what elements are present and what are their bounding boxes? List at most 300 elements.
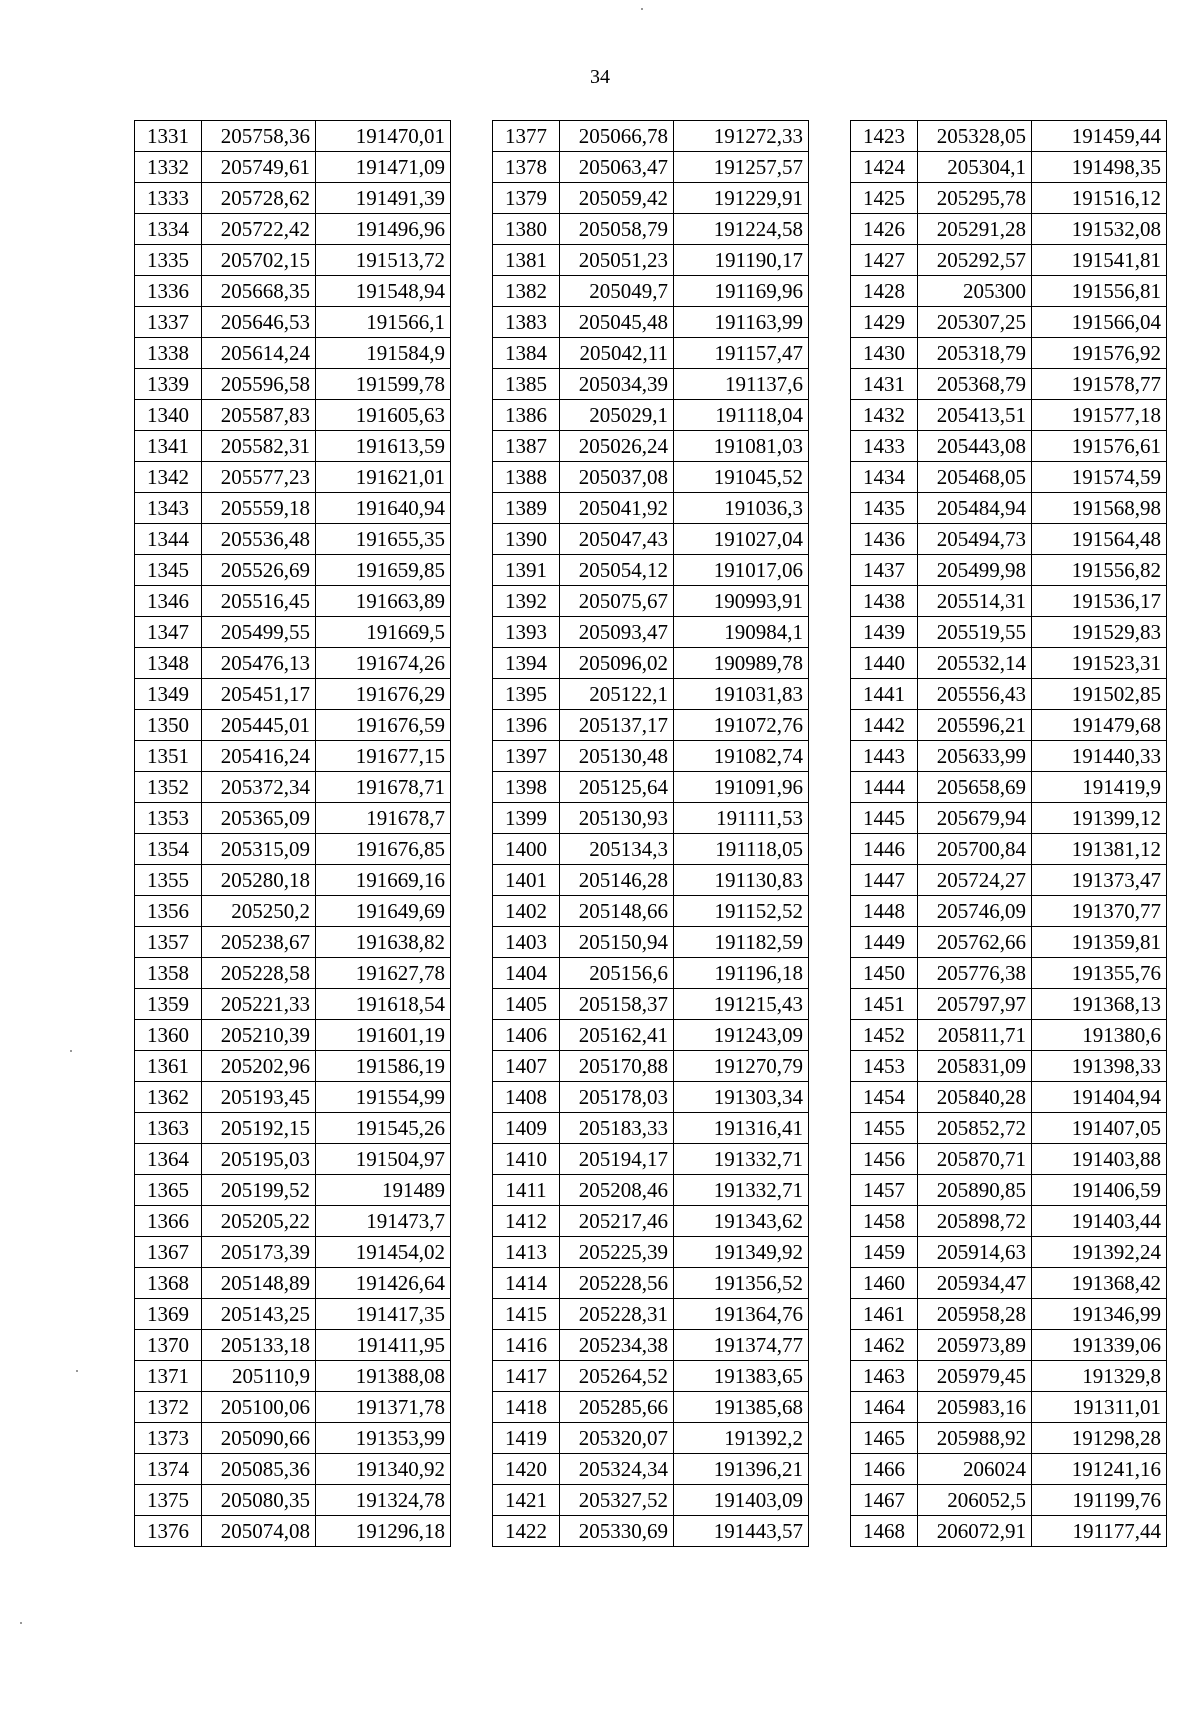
coordinate-y-cell: 191491,39: [316, 183, 451, 214]
coordinate-y-cell: 191613,59: [316, 431, 451, 462]
table-row: [135, 493, 451, 524]
coordinate-x-cell: 205183,33: [560, 1113, 674, 1144]
coordinate-x-cell: 205045,48: [560, 307, 674, 338]
coordinate-y-cell: 191398,33: [1032, 1051, 1167, 1082]
table-row: [493, 1423, 809, 1454]
coordinate-x-cell: 205217,46: [560, 1206, 674, 1237]
point-number-cell: 1364: [135, 1144, 202, 1175]
coordinate-x-cell: 205199,52: [202, 1175, 316, 1206]
coordinate-y-cell: 191130,83: [674, 865, 809, 896]
point-number-cell: 1391: [493, 555, 560, 586]
coordinate-x-cell: 205315,09: [202, 834, 316, 865]
point-number-cell: 1405: [493, 989, 560, 1020]
point-number-cell: 1467: [851, 1485, 918, 1516]
point-number-cell: 1390: [493, 524, 560, 555]
coordinate-y-cell: 191332,71: [674, 1144, 809, 1175]
table-row: [493, 276, 809, 307]
table-row: [493, 989, 809, 1020]
coordinate-x-cell: 205840,28: [918, 1082, 1032, 1113]
point-number-cell: 1377: [493, 121, 560, 152]
coordinate-x-cell: 205037,08: [560, 462, 674, 493]
coordinate-x-cell: 205034,39: [560, 369, 674, 400]
coordinate-x-cell: 205494,73: [918, 524, 1032, 555]
coordinate-x-cell: 205722,42: [202, 214, 316, 245]
coordinate-y-cell: 191406,59: [1032, 1175, 1167, 1206]
table-row: [851, 989, 1167, 1020]
table-row: [851, 617, 1167, 648]
point-number-cell: 1455: [851, 1113, 918, 1144]
point-number-cell: 1443: [851, 741, 918, 772]
point-number-cell: 1355: [135, 865, 202, 896]
table-row: [135, 276, 451, 307]
point-number-cell: 1361: [135, 1051, 202, 1082]
coordinate-y-cell: 191399,12: [1032, 803, 1167, 834]
table-row: [135, 1051, 451, 1082]
point-number-cell: 1441: [851, 679, 918, 710]
point-number-cell: 1448: [851, 896, 918, 927]
coordinate-x-cell: 205137,17: [560, 710, 674, 741]
coordinate-x-cell: 205307,25: [918, 307, 1032, 338]
table-row: [851, 1268, 1167, 1299]
table-row: [851, 1516, 1167, 1547]
table-row: [135, 121, 451, 152]
coordinate-y-cell: 191556,82: [1032, 555, 1167, 586]
point-number-cell: 1352: [135, 772, 202, 803]
coordinate-x-cell: 205724,27: [918, 865, 1032, 896]
table-row: [851, 524, 1167, 555]
table-row: [135, 1144, 451, 1175]
coordinate-y-cell: 191676,29: [316, 679, 451, 710]
coordinate-y-cell: 191045,52: [674, 462, 809, 493]
coordinate-x-cell: 205146,28: [560, 865, 674, 896]
point-number-cell: 1357: [135, 927, 202, 958]
point-number-cell: 1412: [493, 1206, 560, 1237]
coordinate-x-cell: 205536,48: [202, 524, 316, 555]
coordinate-x-cell: 205668,35: [202, 276, 316, 307]
point-number-cell: 1454: [851, 1082, 918, 1113]
table-row: [851, 1051, 1167, 1082]
coordinate-y-cell: 191489: [316, 1175, 451, 1206]
coordinate-y-cell: 191404,94: [1032, 1082, 1167, 1113]
coordinate-y-cell: 191498,35: [1032, 152, 1167, 183]
coordinate-x-cell: 205330,69: [560, 1516, 674, 1547]
table-row: [493, 524, 809, 555]
coordinate-x-cell: 205110,9: [202, 1361, 316, 1392]
coordinate-y-cell: 191621,01: [316, 462, 451, 493]
coordinate-y-cell: 191346,99: [1032, 1299, 1167, 1330]
table-row: [493, 834, 809, 865]
coordinate-x-cell: 205758,36: [202, 121, 316, 152]
table-row: [493, 617, 809, 648]
table-row: [493, 741, 809, 772]
coordinate-x-cell: 205041,92: [560, 493, 674, 524]
coordinate-y-cell: 191548,94: [316, 276, 451, 307]
coordinate-x-cell: 205577,23: [202, 462, 316, 493]
table-row: [135, 400, 451, 431]
coordinate-y-cell: 191392,2: [674, 1423, 809, 1454]
table-row: [851, 834, 1167, 865]
coordinate-x-cell: 205148,89: [202, 1268, 316, 1299]
coordinate-y-cell: 191339,06: [1032, 1330, 1167, 1361]
table-row: [851, 896, 1167, 927]
point-number-cell: 1438: [851, 586, 918, 617]
coordinate-x-cell: 205250,2: [202, 896, 316, 927]
table-row: [135, 586, 451, 617]
coordinate-x-cell: 205587,83: [202, 400, 316, 431]
point-number-cell: 1366: [135, 1206, 202, 1237]
point-number-cell: 1414: [493, 1268, 560, 1299]
table-row: [851, 803, 1167, 834]
table-row: [135, 834, 451, 865]
table-row: [851, 679, 1167, 710]
coordinate-y-cell: 191403,09: [674, 1485, 809, 1516]
coordinate-y-cell: 191243,09: [674, 1020, 809, 1051]
coordinate-x-cell: 205210,39: [202, 1020, 316, 1051]
table-row: [851, 183, 1167, 214]
coordinate-x-cell: 205596,21: [918, 710, 1032, 741]
point-number-cell: 1346: [135, 586, 202, 617]
coordinate-y-cell: 190989,78: [674, 648, 809, 679]
coordinate-x-cell: 205059,42: [560, 183, 674, 214]
table-row: [493, 1454, 809, 1485]
point-number-cell: 1336: [135, 276, 202, 307]
coordinate-x-cell: 205526,69: [202, 555, 316, 586]
point-number-cell: 1340: [135, 400, 202, 431]
point-number-cell: 1426: [851, 214, 918, 245]
table-row: [135, 958, 451, 989]
coordinate-x-cell: 205746,09: [918, 896, 1032, 927]
coordinate-y-cell: 191443,57: [674, 1516, 809, 1547]
coordinate-x-cell: 205148,66: [560, 896, 674, 927]
coordinate-x-cell: 205074,08: [202, 1516, 316, 1547]
coordinate-y-cell: 191190,17: [674, 245, 809, 276]
point-number-cell: 1442: [851, 710, 918, 741]
table-row: [493, 1144, 809, 1175]
table-row: [493, 1268, 809, 1299]
point-number-cell: 1427: [851, 245, 918, 276]
coordinate-x-cell: 205173,39: [202, 1237, 316, 1268]
table-row: [851, 1361, 1167, 1392]
coordinate-y-cell: 191182,59: [674, 927, 809, 958]
table-row: [851, 276, 1167, 307]
table-row: [135, 679, 451, 710]
coordinate-x-cell: 205130,93: [560, 803, 674, 834]
coordinate-y-cell: 191545,26: [316, 1113, 451, 1144]
coordinate-x-cell: 205702,15: [202, 245, 316, 276]
coordinate-x-cell: 205291,28: [918, 214, 1032, 245]
coordinate-x-cell: 205304,1: [918, 152, 1032, 183]
point-number-cell: 1334: [135, 214, 202, 245]
coordinate-y-cell: 191340,92: [316, 1454, 451, 1485]
table-row: [135, 1175, 451, 1206]
point-number-cell: 1384: [493, 338, 560, 369]
coordinate-y-cell: 191523,31: [1032, 648, 1167, 679]
point-number-cell: 1375: [135, 1485, 202, 1516]
coordinate-x-cell: 205324,34: [560, 1454, 674, 1485]
coordinate-x-cell: 205516,45: [202, 586, 316, 617]
coordinate-x-cell: 205150,94: [560, 927, 674, 958]
coordinate-y-cell: 191566,04: [1032, 307, 1167, 338]
table-row: [493, 183, 809, 214]
coordinate-x-cell: 205194,17: [560, 1144, 674, 1175]
coordinate-y-cell: 191157,47: [674, 338, 809, 369]
table-row: [493, 1516, 809, 1547]
table-row: [135, 896, 451, 927]
point-number-cell: 1378: [493, 152, 560, 183]
point-number-cell: 1379: [493, 183, 560, 214]
table-row: [851, 307, 1167, 338]
coordinate-x-cell: 205749,61: [202, 152, 316, 183]
coordinate-y-cell: 191137,6: [674, 369, 809, 400]
coordinate-y-cell: 191370,77: [1032, 896, 1167, 927]
coordinate-x-cell: 205162,41: [560, 1020, 674, 1051]
table-row: [135, 152, 451, 183]
table-row: [493, 679, 809, 710]
coordinate-y-cell: 191403,88: [1032, 1144, 1167, 1175]
scan-speck: [70, 1050, 72, 1052]
coordinate-y-cell: 191599,78: [316, 369, 451, 400]
coordinate-x-cell: 205582,31: [202, 431, 316, 462]
coordinate-y-cell: 191359,81: [1032, 927, 1167, 958]
point-number-cell: 1349: [135, 679, 202, 710]
point-number-cell: 1396: [493, 710, 560, 741]
coordinate-y-cell: 191169,96: [674, 276, 809, 307]
point-number-cell: 1367: [135, 1237, 202, 1268]
table-row: [851, 1206, 1167, 1237]
point-number-cell: 1356: [135, 896, 202, 927]
table-row: [493, 1020, 809, 1051]
point-number-cell: 1456: [851, 1144, 918, 1175]
coordinate-x-cell: 205029,1: [560, 400, 674, 431]
table-row: [135, 183, 451, 214]
point-number-cell: 1446: [851, 834, 918, 865]
point-number-cell: 1338: [135, 338, 202, 369]
point-number-cell: 1463: [851, 1361, 918, 1392]
coordinate-x-cell: 205063,47: [560, 152, 674, 183]
table-row: [493, 896, 809, 927]
point-number-cell: 1368: [135, 1268, 202, 1299]
coordinate-x-cell: 205973,89: [918, 1330, 1032, 1361]
coordinate-y-cell: 191605,63: [316, 400, 451, 431]
coordinate-x-cell: 205047,43: [560, 524, 674, 555]
point-number-cell: 1353: [135, 803, 202, 834]
table-row: [135, 1330, 451, 1361]
point-number-cell: 1382: [493, 276, 560, 307]
table-row: [493, 648, 809, 679]
coordinates-table-3: [850, 120, 1167, 1547]
coordinate-y-cell: 191669,16: [316, 865, 451, 896]
coordinate-y-cell: 191638,82: [316, 927, 451, 958]
point-number-cell: 1468: [851, 1516, 918, 1547]
coordinate-y-cell: 191674,26: [316, 648, 451, 679]
coordinate-x-cell: 205026,24: [560, 431, 674, 462]
table-row: [493, 1113, 809, 1144]
coordinate-x-cell: 205596,58: [202, 369, 316, 400]
coordinate-x-cell: 205365,09: [202, 803, 316, 834]
point-number-cell: 1420: [493, 1454, 560, 1485]
point-number-cell: 1381: [493, 245, 560, 276]
coordinate-x-cell: 205075,67: [560, 586, 674, 617]
table-row: [851, 865, 1167, 896]
point-number-cell: 1457: [851, 1175, 918, 1206]
coordinate-y-cell: 191343,62: [674, 1206, 809, 1237]
coordinate-y-cell: 191556,81: [1032, 276, 1167, 307]
point-number-cell: 1439: [851, 617, 918, 648]
point-number-cell: 1380: [493, 214, 560, 245]
coordinate-y-cell: 191329,8: [1032, 1361, 1167, 1392]
table-row: [493, 493, 809, 524]
coordinate-x-cell: 205476,13: [202, 648, 316, 679]
point-number-cell: 1430: [851, 338, 918, 369]
point-number-cell: 1407: [493, 1051, 560, 1082]
point-number-cell: 1450: [851, 958, 918, 989]
coordinate-x-cell: 205988,92: [918, 1423, 1032, 1454]
point-number-cell: 1348: [135, 648, 202, 679]
coordinate-y-cell: 191303,34: [674, 1082, 809, 1113]
table-row: [851, 1020, 1167, 1051]
coordinate-x-cell: 205556,43: [918, 679, 1032, 710]
table-row: [493, 245, 809, 276]
point-number-cell: 1386: [493, 400, 560, 431]
coordinate-x-cell: 205368,79: [918, 369, 1032, 400]
point-number-cell: 1383: [493, 307, 560, 338]
coordinate-y-cell: 191479,68: [1032, 710, 1167, 741]
coordinate-y-cell: 191392,24: [1032, 1237, 1167, 1268]
coordinate-x-cell: 205898,72: [918, 1206, 1032, 1237]
table-row: [493, 431, 809, 462]
coordinate-x-cell: 205445,01: [202, 710, 316, 741]
coordinate-y-cell: 191385,68: [674, 1392, 809, 1423]
coordinate-x-cell: 205320,07: [560, 1423, 674, 1454]
table-row: [851, 462, 1167, 493]
table-row: [135, 338, 451, 369]
coordinate-x-cell: 205125,64: [560, 772, 674, 803]
coordinate-y-cell: 191676,85: [316, 834, 451, 865]
coordinate-x-cell: 205679,94: [918, 803, 1032, 834]
coordinate-x-cell: 205285,66: [560, 1392, 674, 1423]
coordinate-y-cell: 191036,3: [674, 493, 809, 524]
point-number-cell: 1335: [135, 245, 202, 276]
coordinate-y-cell: 191532,08: [1032, 214, 1167, 245]
point-number-cell: 1388: [493, 462, 560, 493]
table-row: [135, 1392, 451, 1423]
point-number-cell: 1406: [493, 1020, 560, 1051]
table-row: [851, 338, 1167, 369]
coordinates-table-1: [134, 120, 451, 1547]
point-number-cell: 1433: [851, 431, 918, 462]
coordinate-x-cell: 205292,57: [918, 245, 1032, 276]
coordinate-x-cell: 205238,67: [202, 927, 316, 958]
table-row: [135, 648, 451, 679]
point-number-cell: 1444: [851, 772, 918, 803]
coordinate-y-cell: 191163,99: [674, 307, 809, 338]
point-number-cell: 1387: [493, 431, 560, 462]
table-row: [851, 1082, 1167, 1113]
table-row: [135, 1268, 451, 1299]
table-row: [493, 369, 809, 400]
coordinate-x-cell: 205143,25: [202, 1299, 316, 1330]
point-number-cell: 1435: [851, 493, 918, 524]
coordinate-x-cell: 205156,6: [560, 958, 674, 989]
point-number-cell: 1344: [135, 524, 202, 555]
coordinate-x-cell: 205934,47: [918, 1268, 1032, 1299]
table-row: [493, 1485, 809, 1516]
coordinate-x-cell: 205559,18: [202, 493, 316, 524]
coordinate-y-cell: 191381,12: [1032, 834, 1167, 865]
table-row: [135, 1020, 451, 1051]
coordinate-x-cell: 205532,14: [918, 648, 1032, 679]
coordinate-x-cell: 205193,45: [202, 1082, 316, 1113]
point-number-cell: 1403: [493, 927, 560, 958]
coordinate-x-cell: 205890,85: [918, 1175, 1032, 1206]
coordinate-x-cell: 205633,99: [918, 741, 1032, 772]
coordinate-x-cell: 205870,71: [918, 1144, 1032, 1175]
coordinate-x-cell: 205914,63: [918, 1237, 1032, 1268]
point-number-cell: 1333: [135, 183, 202, 214]
table-row: [135, 803, 451, 834]
coordinate-y-cell: 191270,79: [674, 1051, 809, 1082]
coordinate-y-cell: 191564,48: [1032, 524, 1167, 555]
point-number-cell: 1436: [851, 524, 918, 555]
point-number-cell: 1374: [135, 1454, 202, 1485]
coordinate-x-cell: 205519,55: [918, 617, 1032, 648]
coordinate-y-cell: 191152,52: [674, 896, 809, 927]
table-row: [493, 865, 809, 896]
coordinate-x-cell: 205514,31: [918, 586, 1032, 617]
coordinate-x-cell: 205979,45: [918, 1361, 1032, 1392]
point-number-cell: 1408: [493, 1082, 560, 1113]
table-row: [851, 400, 1167, 431]
table-row: [135, 431, 451, 462]
coordinate-x-cell: 205413,51: [918, 400, 1032, 431]
table-row: [493, 586, 809, 617]
coordinate-x-cell: 205280,18: [202, 865, 316, 896]
coordinate-x-cell: 205797,97: [918, 989, 1032, 1020]
point-number-cell: 1445: [851, 803, 918, 834]
table-row: [135, 741, 451, 772]
coordinate-x-cell: 205080,35: [202, 1485, 316, 1516]
point-number-cell: 1350: [135, 710, 202, 741]
table-row: [135, 245, 451, 276]
coordinate-y-cell: 191388,08: [316, 1361, 451, 1392]
point-number-cell: 1432: [851, 400, 918, 431]
table-row: [135, 989, 451, 1020]
coordinate-y-cell: 191298,28: [1032, 1423, 1167, 1454]
coordinate-y-cell: 191426,64: [316, 1268, 451, 1299]
coordinate-x-cell: 205158,37: [560, 989, 674, 1020]
coordinate-x-cell: 205318,79: [918, 338, 1032, 369]
point-number-cell: 1370: [135, 1330, 202, 1361]
coordinate-y-cell: 191091,96: [674, 772, 809, 803]
coordinate-x-cell: 205051,23: [560, 245, 674, 276]
point-number-cell: 1369: [135, 1299, 202, 1330]
coordinate-y-cell: 191311,01: [1032, 1392, 1167, 1423]
coordinate-y-cell: 191541,81: [1032, 245, 1167, 276]
coordinate-y-cell: 191373,47: [1032, 865, 1167, 896]
coordinate-y-cell: 191111,53: [674, 803, 809, 834]
coordinate-x-cell: 205831,09: [918, 1051, 1032, 1082]
point-number-cell: 1400: [493, 834, 560, 865]
coordinate-x-cell: 205093,47: [560, 617, 674, 648]
coordinate-x-cell: 205300: [918, 276, 1032, 307]
table-row: [851, 1454, 1167, 1485]
coordinate-y-cell: 191470,01: [316, 121, 451, 152]
point-number-cell: 1404: [493, 958, 560, 989]
coordinate-x-cell: 205328,05: [918, 121, 1032, 152]
point-number-cell: 1339: [135, 369, 202, 400]
coordinate-x-cell: 205852,72: [918, 1113, 1032, 1144]
coordinate-x-cell: 205202,96: [202, 1051, 316, 1082]
